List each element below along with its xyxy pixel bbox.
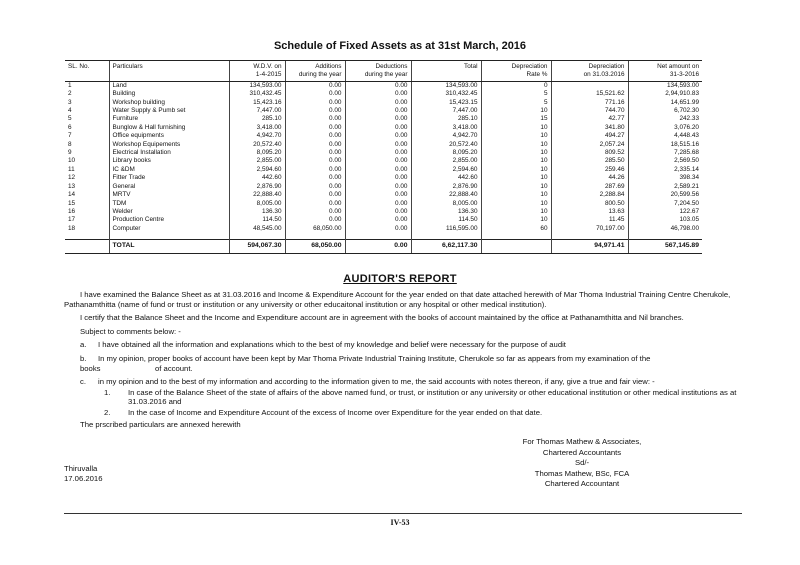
row-net-amount: 2,335.14: [628, 166, 702, 174]
row-additions: 0.00: [285, 208, 345, 216]
row-particulars: Workshop Equipements: [109, 141, 229, 149]
table-row: [65, 157, 702, 165]
auditors-report-body: [64, 290, 742, 429]
row-depreciation: 15,521.62: [551, 90, 628, 98]
row-deductions: 0.00: [345, 225, 411, 233]
row-depreciation: 800.50: [551, 200, 628, 208]
row-particulars: Water Supply & Pumb set: [109, 107, 229, 115]
row-depreciation: 744.70: [551, 107, 628, 115]
row-net-amount: 2,569.50: [628, 157, 702, 165]
row-particulars: Computer: [109, 225, 229, 233]
row-wdv: 8,005.00: [229, 200, 285, 208]
row-deductions: 0.00: [345, 191, 411, 199]
row-rate: 10: [481, 166, 551, 174]
item-c-text: in my opinion and to the best of my information and according to the information given to me, the said accounts with notes thereon, if any, give a true and fair view: -: [98, 377, 655, 387]
row-rate: 10: [481, 157, 551, 165]
row-sl-no: 13: [68, 182, 76, 190]
row-total: 2,876.90: [411, 183, 481, 191]
report-item-b-continued: [64, 364, 742, 374]
table-row: [65, 225, 702, 233]
table-row: [65, 149, 702, 157]
col-header-rate: Depreciation: [481, 61, 551, 72]
row-total: 20,572.40: [411, 141, 481, 149]
row-wdv: 15,423.16: [229, 99, 285, 107]
row-net-amount: 46,798.00: [628, 225, 702, 233]
row-particulars: Furniture: [109, 115, 229, 123]
row-total: 2,855.00: [411, 157, 481, 165]
row-depreciation: 771.16: [551, 99, 628, 107]
row-particulars: General: [109, 183, 229, 191]
row-depreciation: 285.50: [551, 157, 628, 165]
row-depreciation: 13.63: [551, 208, 628, 216]
row-deductions: 0.00: [345, 99, 411, 107]
row-total: 8,095.20: [411, 149, 481, 157]
row-wdv: 4,942.70: [229, 132, 285, 140]
report-paragraph-1: I have examined the Balance Sheet as at 31.03.2016 and Income & Expenditure Account for the year ended on that date attached herewith of Mar Thoma Industrial Training Centre Cherukole, Pathanamthitta (name of fund or trust or institution or any university or other educaitonal institution or any hospital or other medical institution).: [64, 290, 731, 309]
col-header-additions-sub: during the year: [285, 71, 345, 81]
row-depreciation: 44.26: [551, 174, 628, 182]
table-row: [65, 208, 702, 216]
row-deductions: 0.00: [345, 149, 411, 157]
col-header-deductions: Deductions: [345, 61, 411, 72]
table-row: [65, 200, 702, 208]
item-b-of-account: of account.: [155, 363, 193, 373]
row-deductions: 0.00: [345, 115, 411, 123]
row-rate: 10: [481, 216, 551, 224]
row-depreciation: 42.77: [551, 115, 628, 123]
row-rate: 60: [481, 225, 551, 233]
row-wdv: 134,593.00: [229, 81, 285, 90]
col-header-rate-sub: Rate %: [481, 71, 551, 81]
col-header-particulars: Particulars: [109, 61, 229, 72]
col-header-wdv-sub: 1-4-2015: [229, 71, 285, 81]
total-row: [65, 240, 702, 253]
row-sl-no: 6: [68, 123, 72, 131]
row-rate: 10: [481, 191, 551, 199]
row-total: 285.10: [411, 115, 481, 123]
row-additions: 68,050.00: [285, 225, 345, 233]
row-rate: 10: [481, 200, 551, 208]
row-additions: 0.00: [285, 200, 345, 208]
row-deductions: 0.00: [345, 183, 411, 191]
row-wdv: 8,095.20: [229, 149, 285, 157]
row-net-amount: 2,589.21: [628, 183, 702, 191]
row-sl-no: 12: [68, 174, 76, 182]
col-header-depreciation: Depreciation: [551, 61, 628, 72]
row-additions: 0.00: [285, 132, 345, 140]
row-additions: 0.00: [285, 81, 345, 90]
table-row: [65, 166, 702, 174]
row-sl-no: 7: [68, 132, 72, 140]
row-net-amount: 398.34: [628, 174, 702, 182]
row-net-amount: 103.05: [628, 216, 702, 224]
row-particulars: MRTV: [109, 191, 229, 199]
report-subitem-1: [64, 388, 742, 407]
row-additions: 0.00: [285, 216, 345, 224]
row-total: 136.30: [411, 208, 481, 216]
row-sl-no: 18: [68, 224, 76, 232]
place-date-block: [64, 464, 102, 484]
row-additions: 0.00: [285, 191, 345, 199]
row-net-amount: 134,593.00: [628, 81, 702, 90]
row-additions: 0.00: [285, 166, 345, 174]
table-row: [65, 191, 702, 199]
row-wdv: 7,447.00: [229, 107, 285, 115]
row-additions: 0.00: [285, 107, 345, 115]
row-sl-no: 3: [68, 98, 72, 106]
row-additions: 0.00: [285, 149, 345, 157]
subitem-2-text: In the case of Income and Expenditure Account of the excess of Income over Expenditure for the year ended on that date.: [128, 407, 543, 417]
row-deductions: 0.00: [345, 132, 411, 140]
report-paragraph-2: I certify that the Balance Sheet and the Income and Expenditure account are in agreement with the books of account maintained by the office at Pathanamthitta and Nil branches.: [80, 313, 684, 323]
item-b-label: b.: [80, 353, 87, 363]
row-depreciation: 70,197.00: [551, 225, 628, 233]
row-deductions: 0.00: [345, 216, 411, 224]
item-a-text: I have obtained all the information and explanations which to the best of my knowledge and belief were necessary for the purpose of audit: [98, 340, 566, 350]
row-total: 8,005.00: [411, 200, 481, 208]
row-wdv: 20,572.40: [229, 141, 285, 149]
row-depreciation: 259.46: [551, 166, 628, 174]
signature-firm: For Thomas Mathew & Associates,: [522, 437, 642, 446]
row-additions: 0.00: [285, 124, 345, 132]
row-sl-no: 14: [68, 191, 76, 199]
row-total: 3,418.00: [411, 124, 481, 132]
report-item-a: [64, 340, 742, 350]
row-wdv: 114.50: [229, 216, 285, 224]
row-rate: 5: [481, 99, 551, 107]
row-total: 134,593.00: [411, 81, 481, 90]
signature-name: Thomas Mathew, BSc, FCA: [534, 468, 630, 478]
row-total: 7,447.00: [411, 107, 481, 115]
row-net-amount: 20,599.56: [628, 191, 702, 199]
date: 17.06.2016: [64, 474, 103, 483]
row-particulars: Building: [109, 90, 229, 98]
row-rate: 10: [481, 107, 551, 115]
row-net-amount: 18,515.16: [628, 141, 702, 149]
row-particulars: Electrical Installation: [109, 149, 229, 157]
row-deductions: 0.00: [345, 166, 411, 174]
row-wdv: 2,876.90: [229, 183, 285, 191]
row-deductions: 0.00: [345, 157, 411, 165]
row-deductions: 0.00: [345, 124, 411, 132]
report-item-b: [64, 354, 742, 364]
signature-sd: Sd/-: [574, 458, 590, 468]
row-additions: 0.00: [285, 141, 345, 149]
row-sl-no: 16: [68, 207, 76, 215]
row-wdv: 3,418.00: [229, 124, 285, 132]
table-row: [65, 174, 702, 182]
row-rate: 10: [481, 183, 551, 191]
row-total: 22,888.40: [411, 191, 481, 199]
row-additions: 0.00: [285, 174, 345, 182]
row-total: 114.50: [411, 216, 481, 224]
row-additions: 0.00: [285, 115, 345, 123]
row-additions: 0.00: [285, 90, 345, 98]
table-row: [65, 107, 702, 115]
row-sl-no: 15: [68, 199, 76, 207]
table-row: [65, 132, 702, 140]
table-row: [65, 141, 702, 149]
total-wdv: 594,067.30: [229, 240, 285, 253]
row-rate: 10: [481, 149, 551, 157]
row-deductions: 0.00: [345, 141, 411, 149]
row-net-amount: 7,285.68: [628, 149, 702, 157]
row-sl-no: 5: [68, 115, 72, 123]
row-sl-no: 1: [68, 81, 72, 89]
row-wdv: 442.60: [229, 174, 285, 182]
row-particulars: Fitter Trade: [109, 174, 229, 182]
row-sl-no: 4: [68, 107, 72, 115]
col-header-total: Total: [411, 61, 481, 72]
row-wdv: 22,888.40: [229, 191, 285, 199]
row-wdv: 48,545.00: [229, 225, 285, 233]
row-net-amount: 3,076.20: [628, 124, 702, 132]
table-row: [65, 216, 702, 224]
row-sl-no: 17: [68, 216, 76, 224]
row-net-amount: 4,448.43: [628, 132, 702, 140]
row-particulars: IC &DM: [109, 166, 229, 174]
row-additions: 0.00: [285, 183, 345, 191]
row-wdv: 285.10: [229, 115, 285, 123]
row-particulars: Library books: [109, 157, 229, 165]
row-total: 15,423.15: [411, 99, 481, 107]
report-item-c: [64, 377, 742, 387]
item-b-books: books: [80, 363, 101, 373]
total-total: 6,62,117.30: [411, 240, 481, 253]
page-number: IV-53: [390, 518, 410, 527]
table-row: [65, 115, 702, 123]
col-header-sl: SL. No.: [65, 61, 109, 72]
row-net-amount: 122.67: [628, 208, 702, 216]
row-rate: 15: [481, 115, 551, 123]
row-particulars: TDM: [109, 200, 229, 208]
report-subitem-2: [64, 408, 742, 418]
schedule-title: Schedule of Fixed Assets as at 31st March, 2016: [273, 40, 527, 52]
row-total: 116,595.00: [411, 225, 481, 233]
row-net-amount: 242.33: [628, 115, 702, 123]
col-header-deductions-sub: during the year: [345, 71, 411, 81]
signature-firm-title: Chartered Accountants: [542, 447, 622, 457]
row-depreciation: 341.80: [551, 124, 628, 132]
report-annexed-line: The prscribed particulars are annexed herewith: [80, 419, 241, 429]
table-row: [65, 81, 702, 90]
place: Thiruvalla: [64, 464, 98, 473]
report-subject-line: Subject to comments below: -: [80, 326, 181, 336]
signature-title: Chartered Accountant: [544, 479, 620, 489]
row-sl-no: 8: [68, 140, 72, 148]
row-net-amount: 2,94,910.83: [628, 90, 702, 98]
row-additions: 0.00: [285, 99, 345, 107]
row-total: 4,942.70: [411, 132, 481, 140]
row-net-amount: 7,204.50: [628, 200, 702, 208]
row-particulars: Production Centre: [109, 216, 229, 224]
subitem-2-label: 2.: [104, 407, 111, 417]
total-additions: 68,050.00: [285, 240, 345, 253]
row-particulars: Bunglow & Hall furnishing: [109, 124, 229, 132]
row-deductions: 0.00: [345, 200, 411, 208]
col-header-wdv: W.D.V. on: [229, 61, 285, 72]
row-deductions: 0.00: [345, 90, 411, 98]
row-depreciation: [551, 81, 628, 90]
row-sl-no: 2: [68, 90, 72, 98]
col-header-net-sub: 31-3-2016: [628, 71, 702, 81]
row-wdv: 2,855.00: [229, 157, 285, 165]
row-wdv: 136.30: [229, 208, 285, 216]
total-net: 567,145.89: [628, 240, 702, 253]
item-a-label: a.: [80, 340, 87, 350]
row-rate: 5: [481, 90, 551, 98]
row-net-amount: 6,702.30: [628, 107, 702, 115]
auditors-report-heading: AUDITOR'S REPORT: [343, 273, 457, 285]
row-net-amount: 14,651.99: [628, 99, 702, 107]
row-sl-no: 10: [68, 157, 76, 165]
row-depreciation: 2,057.24: [551, 141, 628, 149]
row-rate: 10: [481, 124, 551, 132]
row-particulars: Land: [109, 81, 229, 90]
total-depreciation: 94,971.41: [551, 240, 628, 253]
footer-divider: [64, 513, 742, 514]
row-depreciation: 809.52: [551, 149, 628, 157]
row-rate: 10: [481, 141, 551, 149]
table-row: [65, 183, 702, 191]
row-deductions: 0.00: [345, 107, 411, 115]
table-row: [65, 124, 702, 132]
col-header-additions: Additions: [285, 61, 345, 72]
row-total: 2,594.60: [411, 166, 481, 174]
row-rate: 10: [481, 174, 551, 182]
signature-block: [492, 437, 672, 490]
row-depreciation: 494.27: [551, 132, 628, 140]
table-row: [65, 99, 702, 107]
row-total: 310,432.45: [411, 90, 481, 98]
subitem-1-text: In case of the Balance Sheet of the state of affairs of the above named fund, or trust, or institution or any university or other educational institution or other medical institutions as at 31.03.2016 and: [128, 387, 737, 407]
item-c-label: c.: [80, 377, 86, 387]
row-rate: 0: [481, 81, 551, 90]
row-particulars: Welder: [109, 208, 229, 216]
row-depreciation: 287.69: [551, 183, 628, 191]
col-header-depreciation-sub: on 31.03.2016: [551, 71, 628, 81]
row-particulars: Office equipments: [109, 132, 229, 140]
row-sl-no: 11: [68, 165, 75, 173]
row-sl-no: 9: [68, 149, 72, 157]
row-additions: 0.00: [285, 157, 345, 165]
row-deductions: 0.00: [345, 174, 411, 182]
table-row: [65, 90, 702, 98]
row-deductions: 0.00: [345, 208, 411, 216]
item-b-text: In my opinion, proper books of account have been kept by Mar Thoma Private Industrial Training Institute, Cherukole so far as appears from my examination of the: [98, 353, 651, 363]
row-deductions: 0.00: [345, 81, 411, 90]
row-total: 442.60: [411, 174, 481, 182]
col-header-net: Net amount on: [628, 61, 702, 72]
fixed-assets-table: [65, 60, 702, 254]
row-rate: 10: [481, 208, 551, 216]
row-particulars: Workshop building: [109, 99, 229, 107]
row-depreciation: 11.45: [551, 216, 628, 224]
total-label: TOTAL: [109, 240, 229, 253]
total-deductions: 0.00: [345, 240, 411, 253]
row-depreciation: 2,288.84: [551, 191, 628, 199]
subitem-1-label: 1.: [104, 387, 111, 397]
row-rate: 10: [481, 132, 551, 140]
row-wdv: 2,594.60: [229, 166, 285, 174]
row-wdv: 310,432.45: [229, 90, 285, 98]
